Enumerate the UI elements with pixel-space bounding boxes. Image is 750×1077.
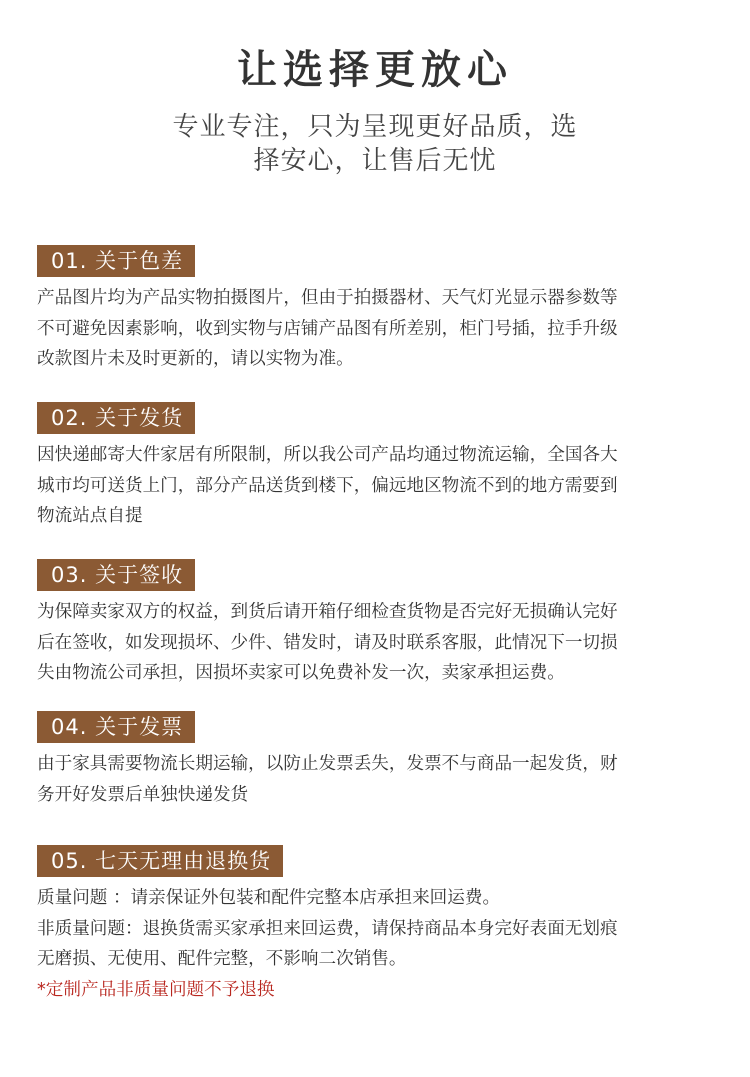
section-tag: 05. 七天无理由退换货 <box>37 845 283 877</box>
section-line: 无磨损、无使用、配件完整，不影响二次销售。 <box>37 949 407 969</box>
section-shipping <box>37 402 717 532</box>
section-line: 由于家具需要物流长期运输，以防止发票丢失，发票不与商品一起发货，财 <box>37 754 618 774</box>
section-tag: 02. 关于发货 <box>37 402 195 434</box>
section-line: 为保障卖家双方的权益，到货后请开箱仔细检查货物是否完好无损确认完好 <box>37 602 618 622</box>
section-body <box>37 597 717 689</box>
section-line: 失由物流公司承担，因损坏卖家可以免费补发一次，卖家承担运费。 <box>37 663 565 683</box>
section-body <box>37 440 717 532</box>
subtitle-line: 择安心，让售后无忧 <box>253 146 497 176</box>
section-line: 物流站点自提 <box>37 506 143 526</box>
section-line: 因快递邮寄大件家居有所限制，所以我公司产品均通过物流运输，全国各大 <box>37 445 618 465</box>
section-line: 后在签收，如发现损坏、少件、错发时，请及时联系客服，此情况下一切损 <box>37 632 618 653</box>
custom-product-warning: *定制产品非质量问题不予退换 <box>37 979 275 1000</box>
section-body <box>37 883 717 1005</box>
section-returns <box>37 845 717 1005</box>
section-tag: 04. 关于发票 <box>37 711 195 743</box>
page-title: 让选择更放心 <box>237 47 513 93</box>
section-tag: 01. 关于色差 <box>37 245 195 277</box>
section-line: 质量问题 ：请亲保证外包装和配件完整本店承担来回运费。 <box>37 888 501 908</box>
section-color-difference <box>37 245 717 375</box>
section-line: 改款图片未及时更新的，请以实物为准。 <box>37 349 354 369</box>
section-invoice <box>37 711 717 810</box>
section-line: 务开好发票后单独快递发货 <box>37 784 249 805</box>
section-line: 城市均可送货上门，部分产品送货到楼下，偏远地区物流不到的地方需要到 <box>37 475 618 496</box>
subtitle-line: 专业专注，只为呈现更好品质，选 <box>172 112 578 142</box>
section-line: 产品图片均为产品实物拍摄图片，但由于拍摄器材、天气灯光显示器参数等 <box>37 288 618 308</box>
section-body <box>37 283 717 375</box>
section-line: 不可避免因素影响，收到实物与店铺产品图有所差别，柜门号插，拉手升级 <box>37 318 618 339</box>
section-line: 非质量问题：退换货需买家承担来回运费，请保持商品本身完好表面无划痕 <box>37 918 618 939</box>
page-subtitle <box>140 110 610 178</box>
section-receipt <box>37 559 717 689</box>
section-body <box>37 749 717 810</box>
section-tag: 03. 关于签收 <box>37 559 195 591</box>
